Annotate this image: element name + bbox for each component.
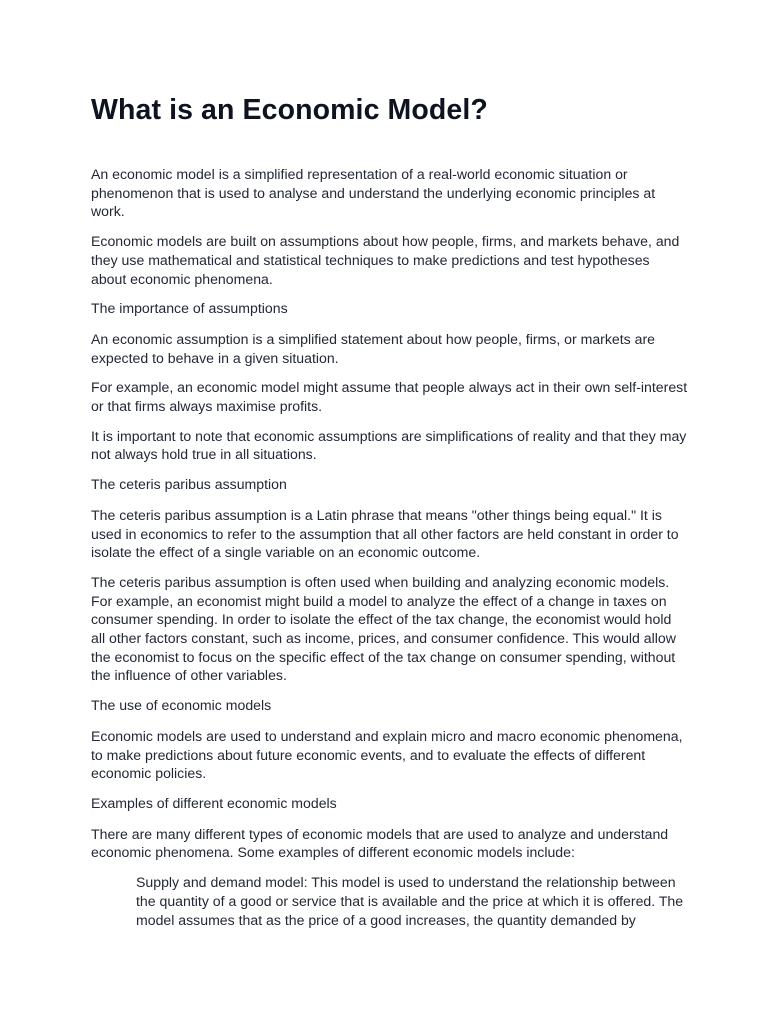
paragraph-use-of-models: Economic models are used to understand and explain micro and macro economic phenomena, to make predictions about future economic events, and to evaluate the effects of different economic policies. xyxy=(91,727,683,782)
subheading-ceteris-paribus: The ceteris paribus assumption xyxy=(91,476,287,493)
page-title: What is an Economic Model? xyxy=(91,94,488,126)
subheading-examples: Examples of different economic models xyxy=(91,794,337,811)
subheading-importance-of-assumptions: The importance of assumptions xyxy=(91,300,288,317)
examples-list xyxy=(91,873,688,929)
paragraph-ceteris-definition: The ceteris paribus assumption is a Latin phrase that means "other things being equal." It is used in economics to refer to the assumption that all other factors are held constant in order to isolate the effect of a single variable on an economic outcome. xyxy=(91,506,679,561)
subheading-use-of-models: The use of economic models xyxy=(91,697,272,714)
paragraph-assumptions-intro: Economic models are built on assumptions about how people, firms, and markets behave, and they use mathematical and statistical techniques to make predictions and test hypotheses about economic phenomena. xyxy=(91,233,680,287)
paragraph-assumption-example: For example, an economic model might assume that people always act in their own self-interest or that firms always maximise profits. xyxy=(91,379,688,415)
paragraph-ceteris-example: The ceteris paribus assumption is often used when building and analyzing economic models. For example, an economist might build a model to analyze the effect of a change in taxes on consumer spending. In order to isolate the effect of the tax change, the economist would hold all other factors constant, such as income, prices, and consumer confidence. This would allow the economist to focus on the specific effect of the tax change on consumer spending, without the influence of other variables. xyxy=(91,573,676,684)
paragraph-assumption-note: It is important to note that economic assumptions are simplifications of reality and that they may not always hold true in all situations. xyxy=(91,427,687,463)
paragraph-definition: An economic model is a simplified representation of a real-world economic situation or phenomenon that is used to analyse and understand the underlying economic principles at work. xyxy=(91,166,656,220)
paragraph-assumption-definition: An economic assumption is a simplified statement about how people, firms, or markets are expected to behave in a given situation. xyxy=(91,330,656,366)
list-item-supply-demand: Supply and demand model: This model is used to understand the relationship between the quantity of a good or service that is available and the price at which it is offered. The model assumes that as the price of a good increases, the quantity demanded by xyxy=(136,874,684,928)
paragraph-examples-intro: There are many different types of economic models that are used to analyze and understand economic phenomena. Some examples of different economic models include: xyxy=(91,825,669,861)
